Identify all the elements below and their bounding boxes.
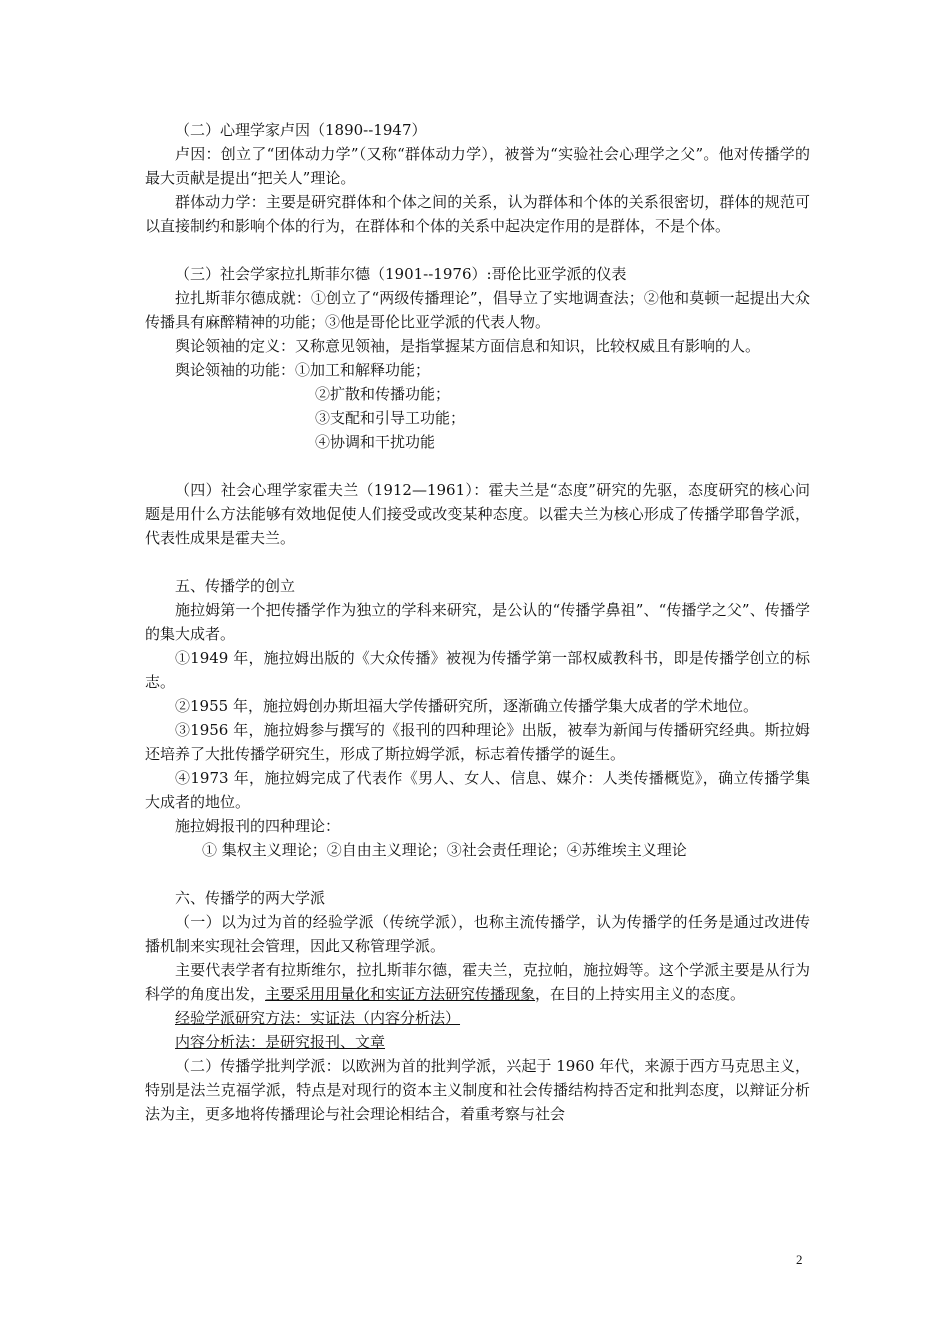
section-heading-two-schools: 六、传播学的两大学派 — [175, 889, 326, 907]
content-analysis-underlined: 内容分析法：是研究报刊、文章 — [175, 1033, 386, 1051]
opinion-leader-function-item: ②扩散和传播功能； — [315, 385, 451, 403]
paragraph-empirical-representatives — [145, 958, 810, 1006]
four-theories-label: 施拉姆报刊的四种理论： — [175, 817, 341, 835]
paragraph-critical-school: （二）传播学批判学派：以欧洲为首的批判学派，兴起于 1960 年代，来源于西方马克思主义，特别是法兰克福学派，特点是对现行的资本主义制度和社会传播结构持否定和批判态度，以辩证分析法为主，更多地将传播理论与社会理论相结合，着重考察与社会 — [145, 1057, 810, 1123]
schramm-milestone-item: ②1955 年，施拉姆创办斯坦福大学传播研究所，逐渐确立传播学集大成者的学术地位。 — [175, 697, 758, 715]
section-heading-founding: 五、传播学的创立 — [175, 577, 296, 595]
four-theories-list: ① 集权主义理论；②自由主义理论；③社会责任理论；④苏维埃主义理论 — [202, 841, 687, 859]
paragraph-lewin-contribution: 卢因：创立了“团体动力学”（又称“群体动力学），被誉为“实验社会心理学之父”。他对传播学的最大贡献是提出“把关人”理论。 — [145, 145, 810, 187]
schramm-milestone-item: ①1949 年，施拉姆出版的《大众传播》被视为传播学第一部权威教科书，即是传播学创立的标志。 — [145, 649, 810, 691]
paragraph-opinion-leader-definition: 舆论领袖的定义：又称意见领袖，是指掌握某方面信息和知识，比较权威且有影响的人。 — [175, 337, 761, 355]
spacer — [145, 550, 810, 574]
underlined-method-text: 主要采用用量化和实证方法研究传播现象 — [265, 985, 536, 1003]
opinion-leader-function-item: ③支配和引导工功能； — [315, 409, 466, 427]
section-heading-lazarsfeld: （三）社会学家拉扎斯菲尔德（1901--1976）:哥伦比亚学派的仪表 — [175, 265, 627, 283]
paragraph-hovland: （四）社会心理学家霍夫兰（1912—1961）：霍夫兰是“态度”研究的先驱，态度研究的核心问题是用什么方法能够有效地促使人们接受或改变某种态度。以霍夫兰为核心形成了传播学耶鲁学派，代表性成果是霍夫兰。 — [145, 481, 810, 547]
paragraph-schramm-intro: 施拉姆第一个把传播学作为独立的学科来研究，是公认的“传播学鼻祖”、“传播学之父”、传播学的集大成者。 — [145, 601, 810, 643]
content-analysis-line — [145, 1030, 810, 1054]
schramm-milestone-item: ③1956 年，施拉姆参与撰写的《报刊的四种理论》出版，被奉为新闻与传播研究经典。斯拉姆还培养了大批传播学研究生，形成了斯拉姆学派，标志着传播学的诞生。 — [145, 721, 810, 763]
section-heading-lewin: （二）心理学家卢因（1890--1947） — [175, 121, 427, 139]
paragraph-empirical-school: （一）以为过为首的经验学派（传统学派），也称主流传播学，认为传播学的任务是通过改进传播机制来实现社会管理，因此又称管理学派。 — [145, 913, 810, 955]
page-content — [145, 118, 810, 1126]
empirical-method-underlined: 经验学派研究方法：实证法（内容分析法） — [175, 1009, 461, 1027]
page-number: 2 — [796, 1252, 803, 1267]
opinion-leader-functions-label: 舆论领袖的功能：①加工和解释功能； — [175, 361, 431, 379]
spacer — [145, 454, 810, 478]
opinion-leader-function-item: ④协调和干扰功能 — [315, 433, 436, 451]
paragraph-group-dynamics: 群体动力学：主要是研究群体和个体之间的关系，认为群体和个体的关系很密切，群体的规范可以直接制约和影响个体的行为，在群体和个体的关系中起决定作用的是群体，不是个体。 — [145, 193, 810, 235]
paragraph-lazarsfeld-achievements: 拉扎斯菲尔德成就：①创立了“两级传播理论”，倡导立了实地调查法；②他和莫顿一起提出大众传播具有麻醉精神的功能；③他是哥伦比亚学派的代表人物。 — [145, 289, 810, 331]
spacer — [145, 862, 810, 886]
spacer — [145, 238, 810, 262]
empirical-method-line — [145, 1006, 810, 1030]
schramm-milestone-item: ④1973 年，施拉姆完成了代表作《男人、女人、信息、媒介：人类传播概览》，确立传播学集大成者的地位。 — [145, 769, 810, 811]
representatives-text-end: ，在目的上持实用主义的态度。 — [535, 985, 746, 1003]
representatives-text: 主要代表学者有拉斯维尔，拉扎斯菲尔德，霍夫兰，克拉帕，施拉姆等。这个学派主要是从行为科学的角度出发， — [145, 961, 810, 1003]
